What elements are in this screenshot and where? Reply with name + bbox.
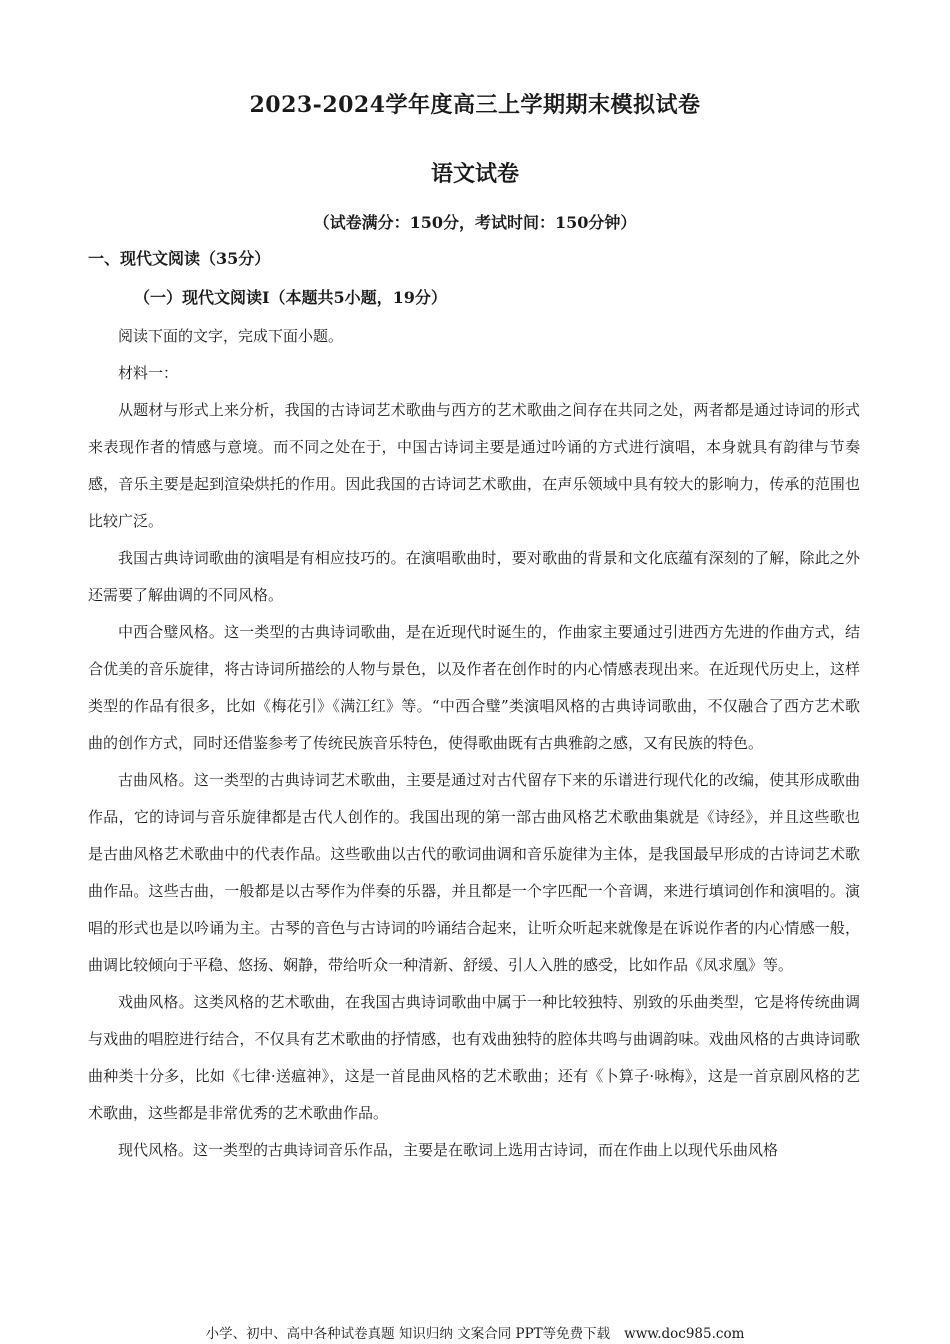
body-paragraph: 戏曲风格。这类风格的艺术歌曲，在我国古典诗词歌曲中属于一种比较独特、别致的乐曲类型，它是将传统曲调与戏曲的唱腔进行结合，不仅具有艺术歌曲的抒情感，也有戏曲独特的腔体共鸣与曲调韵味。戏曲风格的古典诗词歌曲种类十分多，比如《七律·送瘟神》，这是一首昆曲风格的艺术歌曲；还有《卜算子·咏梅》，这是一首京剧风格的艺术歌曲，这些都是非常优秀的艺术歌曲作品。	[88, 993, 860, 1122]
exam-subject: 语文试卷	[430, 161, 519, 187]
footer-text: 小学、初中、高中各种试卷真题 知识归纳 文案合同 PPT等免费下载	[205, 1326, 611, 1342]
material-label: 材料一：	[118, 364, 179, 382]
exam-info: （试卷满分：150分，考试时间：150分钟）	[313, 213, 637, 232]
instruction-paragraph: 阅读下面的文字，完成下面小题。	[118, 327, 344, 345]
body-paragraph: 我国古典诗词歌曲的演唱是有相应技巧的。在演唱歌曲时，要对歌曲的背景和文化底蕴有深刻的了解，除此之外还需要了解曲调的不同风格。	[88, 549, 860, 604]
body-paragraph: 现代风格。这一类型的古典诗词音乐作品，主要是在歌词上选用古诗词，而在作曲上以现代乐曲风格	[118, 1141, 779, 1159]
subsection-heading: （一）现代文阅读Ⅰ（本题共5小题，19分）	[134, 288, 447, 307]
body-paragraph: 中西合璧风格。这一类型的古典诗词歌曲，是在近现代时诞生的，作曲家主要通过引进西方先进的作曲方式，结合优美的音乐旋律，将古诗词所描绘的人物与景色，以及作者在创作时的内心情感表现出来。在近现代历史上，这样类型的作品有很多，比如《梅花引》《满江红》等。“中西合璧”类演唱风格的古典诗词歌曲，不仅融合了西方艺术歌曲的创作方式，同时还借鉴参考了传统民族音乐特色，使得歌曲既有古典雅韵之感，又有民族的特色。	[88, 623, 860, 752]
body-paragraph: 从题材与形式上来分析，我国的古诗词艺术歌曲与西方的艺术歌曲之间存在共同之处，两者都是通过诗词的形式来表现作者的情感与意境。而不同之处在于，中国古诗词主要是通过吟诵的方式进行演唱，本身就具有韵律与节奏感，音乐主要是起到渲染烘托的作用。因此我国的古诗词艺术歌曲，在声乐领域中具有较大的影响力，传承的范围也比较广泛。	[88, 401, 860, 530]
body-paragraph: 古曲风格。这一类型的古典诗词艺术歌曲，主要是通过对古代留存下来的乐谱进行现代化的改编，使其形成歌曲作品，它的诗词与音乐旋律都是古代人创作的。我国出现的第一部古曲风格艺术歌曲集就是《诗经》，并且这些歌也是古曲风格艺术歌曲中的代表作品。这些歌曲以古代的歌词曲调和音乐旋律为主体，是我国最早形成的古诗词艺术歌曲作品。这些古曲，一般都是以古琴作为伴奏的乐器，并且都是一个字匹配一个音调，来进行填词创作和演唱的。演唱的形式也是以吟诵为主。古琴的音色与古诗词的吟诵结合起来，让听众听起来就像是在诉说作者的内心情感一般，曲调比较倾向于平稳、悠扬、娴静，带给听众一种清新、舒缓、引人入胜的感受，比如作品《凤求凰》等。	[88, 771, 860, 974]
footer-url[interactable]: www.doc985.com	[624, 1326, 745, 1342]
page-footer	[0, 1322, 950, 1342]
exam-title: 2023-2024学年度高三上学期期末模拟试卷	[249, 92, 701, 118]
section-heading: 一、现代文阅读（35分）	[88, 249, 271, 268]
reading-material	[88, 318, 860, 1169]
